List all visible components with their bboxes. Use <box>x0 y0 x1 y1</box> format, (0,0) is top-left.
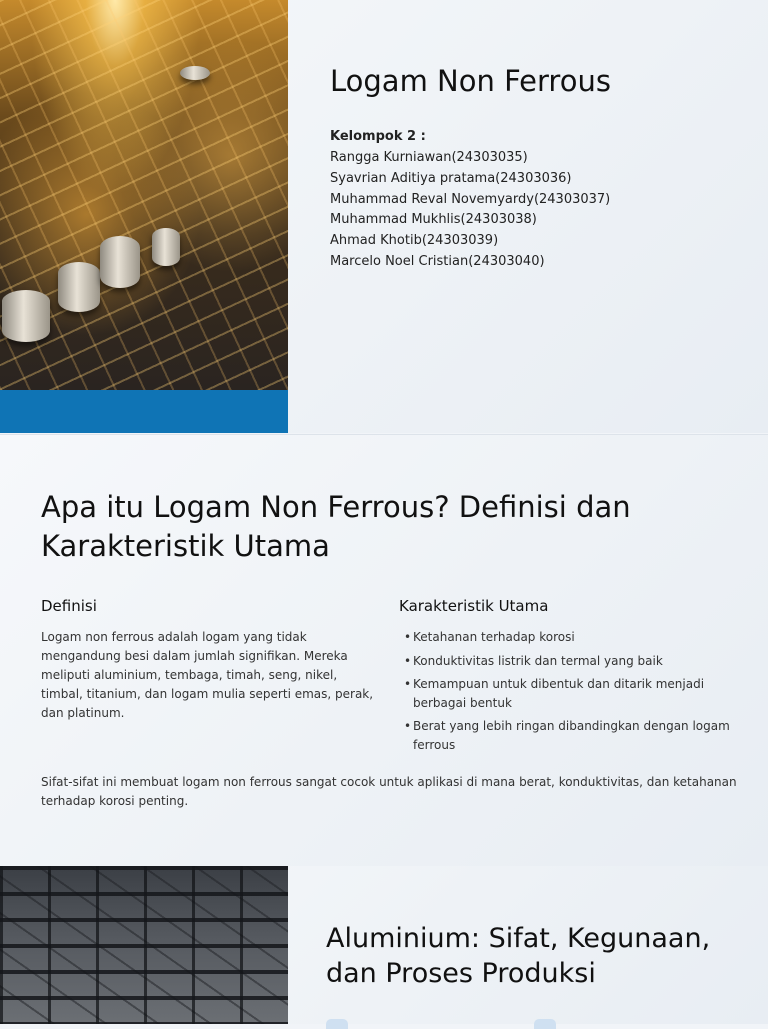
bullet-icon: • <box>404 677 412 691</box>
bullet-icon: • <box>404 630 412 644</box>
member-item: Ahmad Khotib(24303039) <box>330 233 499 249</box>
summary-text: Sifat-sifat ini membuat logam non ferrous sangat cocok untuk aplikasi di mana berat, konduktivitas, dan ketahanan terhadap korosi penting. <box>41 775 737 808</box>
definition-text: Logam non ferrous adalah logam yang tidak mengandung besi dalam jumlah signifikan. Mereka meliputi aluminium, tembaga, timah, seng, nikel, timbal, titanium, dan logam mulia seperti emas, perak, dan platinum. <box>41 630 374 720</box>
bullet-icon: • <box>404 653 412 668</box>
list-item: • Konduktivitas listrik dan termal yang baik <box>404 652 734 671</box>
slide-title <box>0 0 768 433</box>
characteristics-list <box>404 628 734 759</box>
aluminium-slide-title: Aluminium: Sifat, Kegunaan, dan Proses Produksi <box>326 923 711 989</box>
list-item: • Ketahanan terhadap korosi <box>404 628 734 647</box>
factory-roof-image <box>0 866 288 1024</box>
list-item: • Berat yang lebih ringan dibandingkan dengan logam ferrous <box>404 719 730 752</box>
characteristics-heading: Karakteristik Utama <box>399 597 549 615</box>
feature-icon <box>326 1019 348 1029</box>
member-item: Muhammad Mukhlis(24303038) <box>330 212 537 228</box>
list-item: • Kemampuan untuk dibentuk dan ditarik menjadi berbagai bentuk <box>404 677 705 710</box>
bullet-icon: • <box>404 719 412 733</box>
member-item: Syavrian Aditiya pratama(24303036) <box>330 170 572 186</box>
group-label: Kelompok 2 : <box>330 129 426 144</box>
definition-heading: Definisi <box>41 597 97 615</box>
member-list <box>330 148 610 273</box>
industrial-plant-image <box>0 0 288 390</box>
member-item: Marcelo Noel Cristian(24303040) <box>330 253 545 269</box>
feature-icon <box>534 1019 556 1029</box>
accent-bar <box>0 390 288 433</box>
member-item: Muhammad Reval Novemyardy(24303037) <box>330 191 611 207</box>
slide-title-heading: Logam Non Ferrous <box>330 64 611 98</box>
definition-slide-title: Apa itu Logam Non Ferrous? Definisi dan Karakteristik Utama <box>41 490 631 563</box>
member-item: Rangga Kurniawan(24303035) <box>330 150 528 165</box>
